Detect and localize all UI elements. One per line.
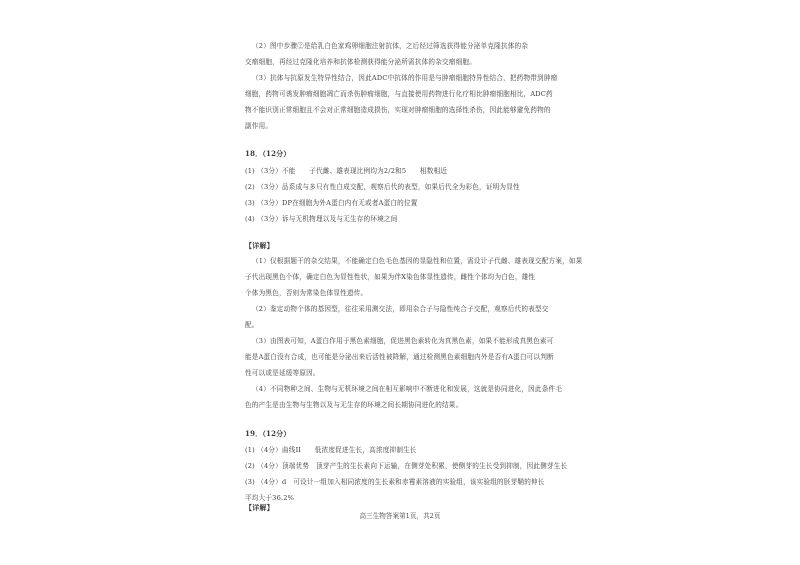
question-heading: 18．（12分） — [245, 149, 291, 158]
text-line: 性可以或是延缓等原因。 — [245, 369, 320, 377]
explanation-heading: 【详解】 — [245, 241, 274, 250]
text-line: （3）由图表可知，A蛋白作用于黑色素细胞，促进黑色素转化为真黑色素，如果不能形成真黑色素可 — [252, 337, 554, 345]
explanation-heading: 【详解】 — [245, 503, 274, 512]
answer-line: (4) （3分）诉与无机物理以及与无生存的环境之间 — [245, 215, 398, 223]
page-footer: 高三生物答案第1页，共2页 — [359, 512, 441, 520]
text-line: 色的产生是由生物与生物以及与无生存的环境之间长期协同进化的结果。 — [245, 401, 463, 409]
text-line: （2）鉴定动物个体的基因型，往往采用测交法，即用杂合子与隐性纯合子交配，观察后代的表型交 — [252, 305, 549, 313]
text-line: 副作用。 — [245, 122, 273, 130]
text-line: （4）不同物种之间、生物与无机环境之间在相互影响中不断进化和发展，这就是协同进化，因此条件毛 — [252, 385, 563, 393]
text-line: 能是A蛋白没有合成，也可能是分泌出来后活性被降解，通过检测黑色素细胞内外是否有A蛋白可以判断 — [245, 353, 554, 361]
answer-line: (2) （4分）顶端优势 顶芽产生的生长素向下运输，在侧芽处积累，使侧芽的生长受到抑制，因此侧芽生长 — [245, 462, 568, 470]
text-line: 子代出现黑色个体，确定白色为显性性状，如果为伴X染色体显性遗传，雌性个体均为白色，雄性 — [245, 273, 536, 281]
answer-line: 平均大于36.2% — [245, 494, 295, 502]
answer-line: (3) （3分）DP在细胞为外A蛋白内有无或者A蛋白的位置 — [245, 199, 418, 207]
text-line: 交瘤细胞，再经过克隆化培养和抗体检测获得能分泌所需抗体的杂交瘤细胞。 — [245, 58, 476, 66]
text-line: 个体为黑色，否则为常染色体显性遗传。 — [245, 289, 368, 297]
text-line: （2）图中步骤②是给乳白色家鸡卵细胞注射抗体，之后经过筛选获得能分泌单克隆抗体的杂 — [252, 42, 529, 50]
answer-line: (3) （4分）d 可设计一组加入相同浓度的生长素和赤霉素溶液的实验组，该实验组的胚芽鞘的伸长 — [245, 478, 545, 486]
answer-line: (1) （3分）不能 子代雌、雄表现比例均为2/2和5 相数相近 — [245, 167, 448, 175]
text-line: （1）仅根据题干的杂交结果，不能确定白色毛色基因的显隐性和位置，需设计子代雌、雄表现交配方案，如果 — [252, 257, 582, 265]
answer-line: (1) （4分）曲线II 低浓度促进生长，高浓度抑制生长 — [245, 446, 417, 454]
text-line: （3）抗体与抗原发生特异性结合，因此ADC中抗体的作用是与肿瘤细胞特异性结合，把药物带到肿瘤 — [252, 74, 558, 82]
text-line: 物不能识别正常细胞且不会对正常细胞造成损伤，实现对肿瘤细胞的选择性杀伤，因此能够避免药物的 — [245, 106, 551, 114]
text-line: 配。 — [245, 321, 259, 329]
question-heading: 19．（12分） — [245, 429, 291, 438]
text-line: 细胞，药物可诱发肿瘤细胞凋亡而杀伤肿瘤细胞，与直接使用药物进行化疗相比肿瘤细胞相比，ADC药 — [245, 90, 553, 98]
answer-line: (2) （3分）品系成与多只有性白成交配，观察后代的表型，如果后代全为彩色，证明为显性 — [245, 183, 520, 191]
